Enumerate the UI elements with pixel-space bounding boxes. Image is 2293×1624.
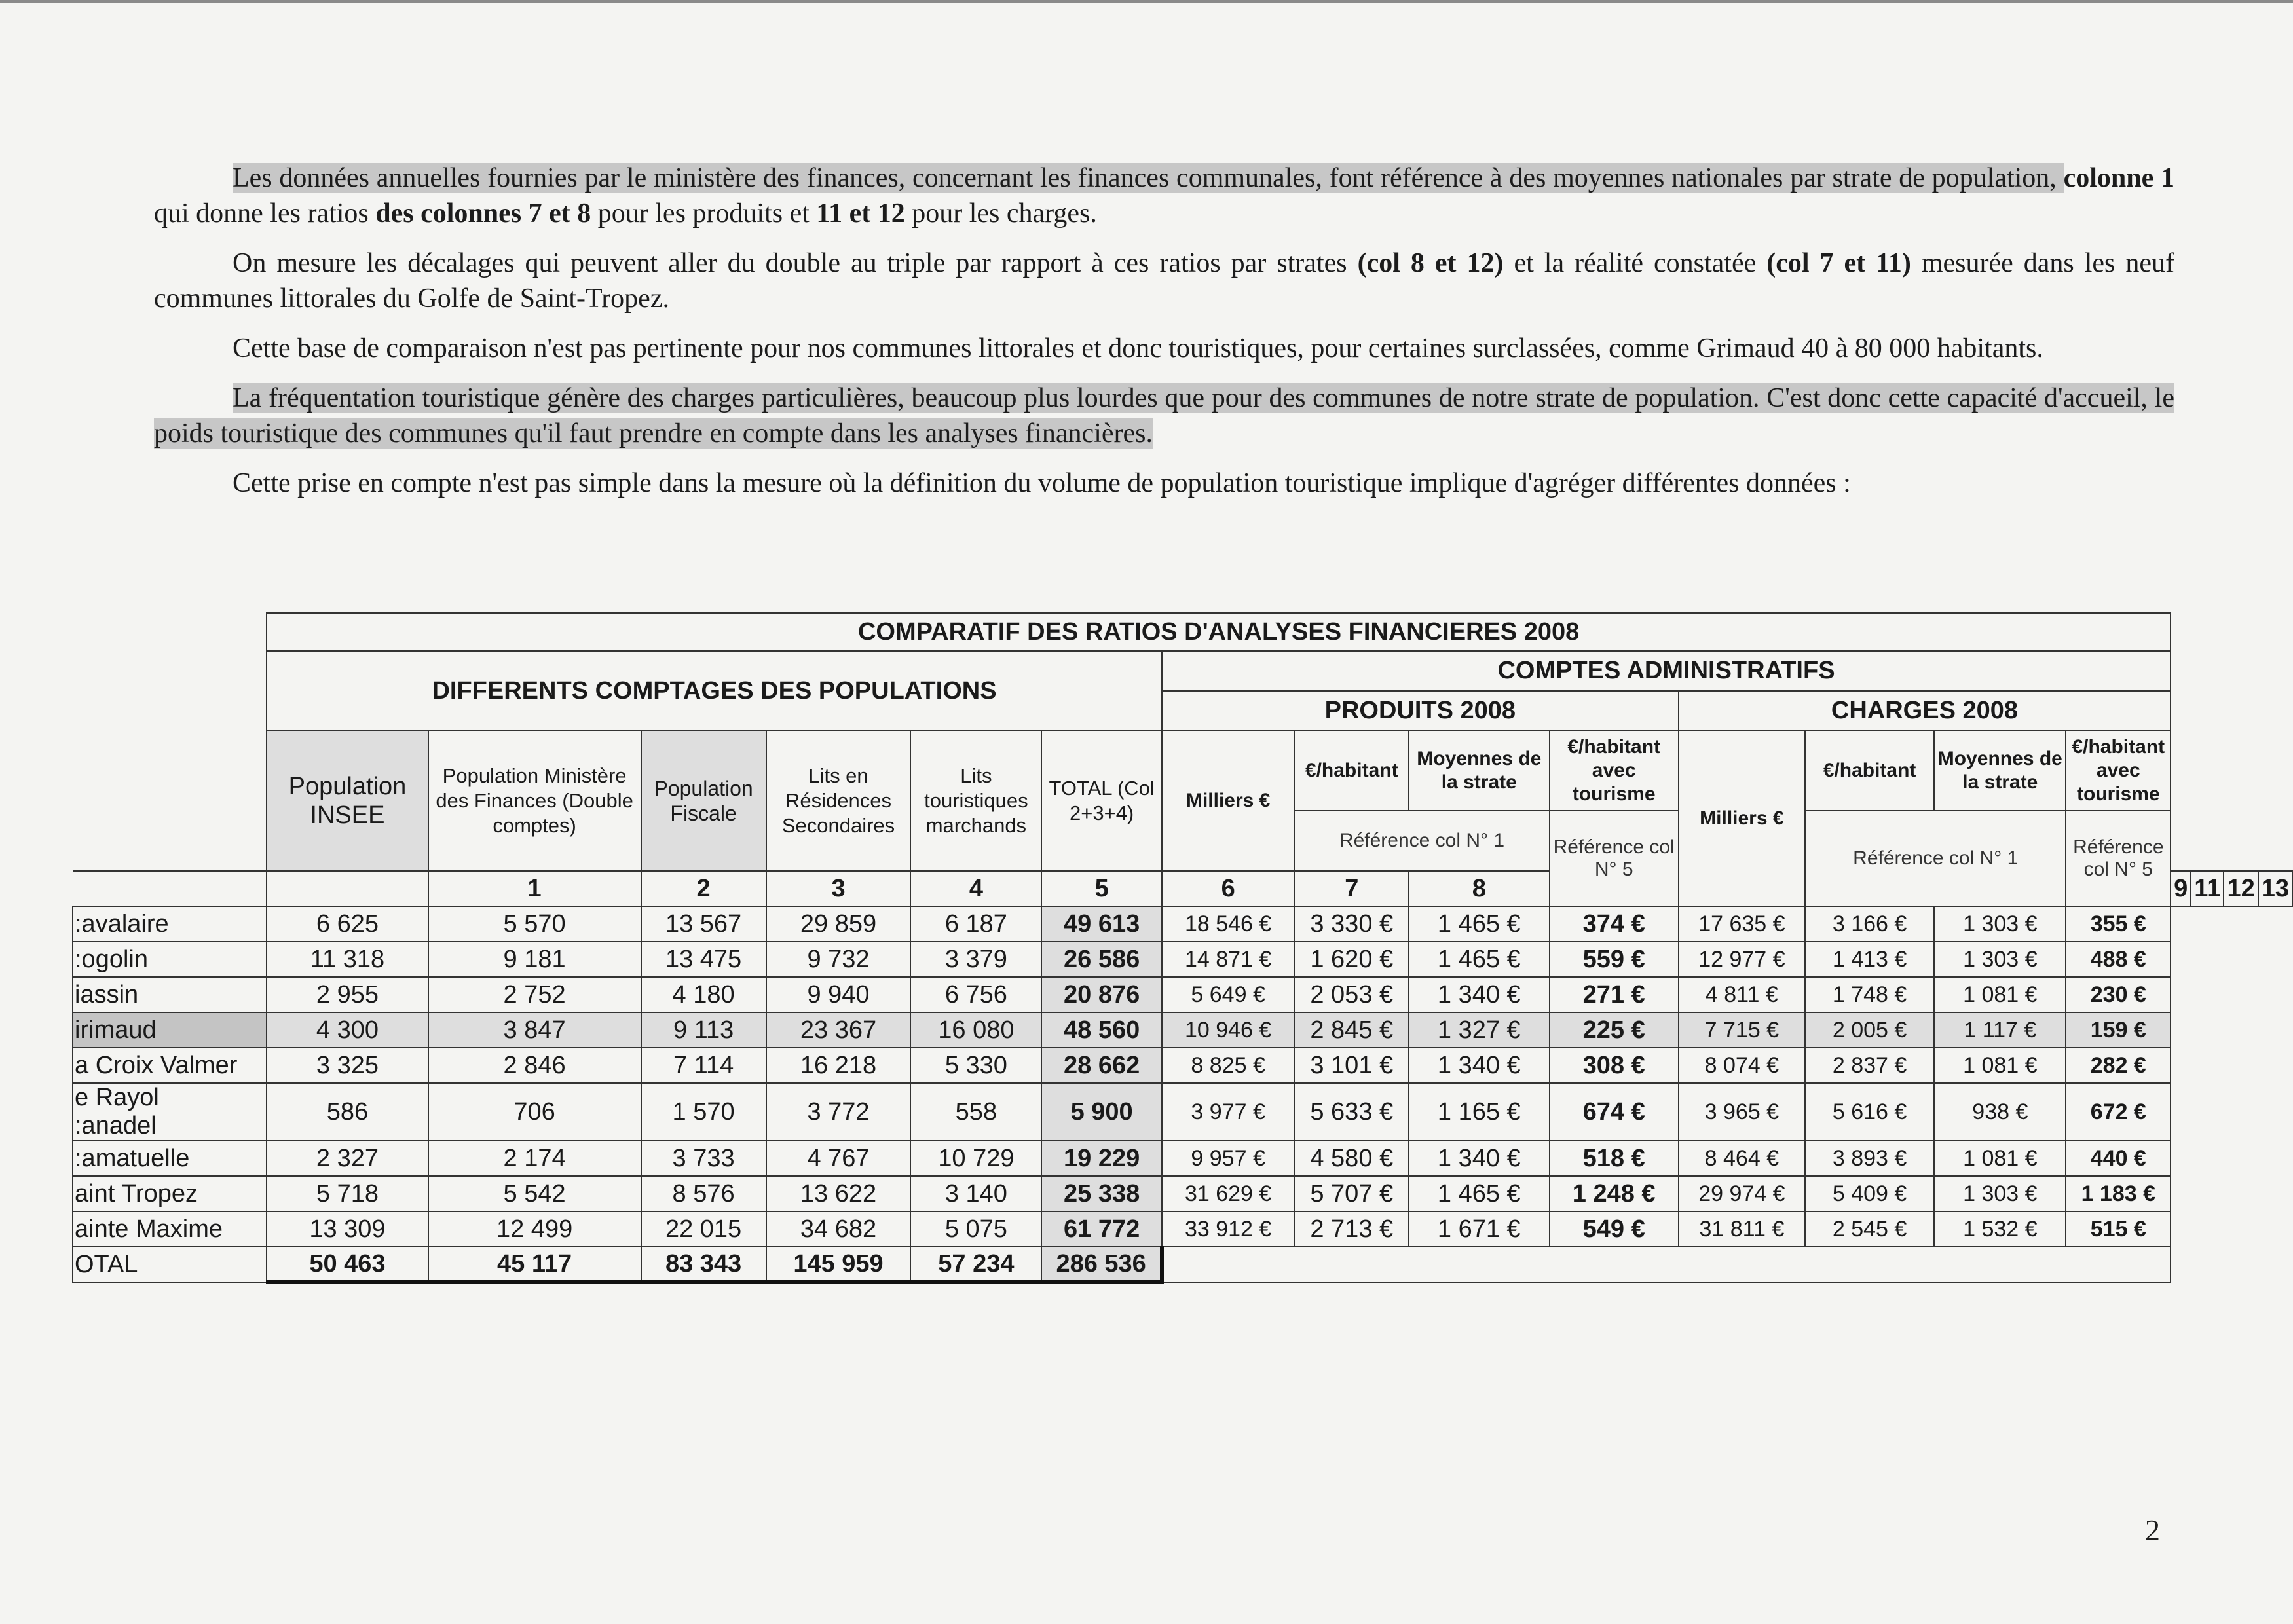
column-number-3: 3 bbox=[766, 871, 911, 906]
table-cell-col-9: 559 € bbox=[1550, 942, 1679, 977]
table-cell-col-10: 17 635 € bbox=[1679, 906, 1805, 942]
table-cell-col-3: 9 732 bbox=[766, 942, 911, 977]
table-cell-col-3: 23 367 bbox=[766, 1012, 911, 1048]
header-milliers-produits: Milliers € bbox=[1162, 731, 1295, 871]
table-cell-col-5: 5 900 bbox=[1041, 1083, 1161, 1141]
total-cell: 45 117 bbox=[428, 1247, 641, 1282]
table-cell-col-10: 8 074 € bbox=[1679, 1048, 1805, 1083]
table-cell-col-4: 6 187 bbox=[910, 906, 1041, 942]
table-cell-col-13: 282 € bbox=[2066, 1048, 2171, 1083]
table-cell-col-insee: 4 300 bbox=[267, 1012, 428, 1048]
commune-name: iassin bbox=[73, 977, 267, 1012]
header-moyennes-strate-produits: Moyennes de la strate bbox=[1409, 731, 1550, 811]
table-cell-col-5: 25 338 bbox=[1041, 1176, 1161, 1211]
table-cell-col-13: 230 € bbox=[2066, 977, 2171, 1012]
paragraph-3 bbox=[154, 331, 2174, 366]
table-row bbox=[73, 906, 2292, 942]
paragraph-1-text-3: pour les produits et bbox=[591, 198, 817, 229]
table-cell-col-3: 4 767 bbox=[766, 1141, 911, 1176]
table-cell-col-1: 5 570 bbox=[428, 906, 641, 942]
table-cell-col-11: 2 005 € bbox=[1805, 1012, 1934, 1048]
table-cell-col-2: 8 576 bbox=[641, 1176, 766, 1211]
table-cell-col-2: 22 015 bbox=[641, 1211, 766, 1247]
table-cell-col-13: 515 € bbox=[2066, 1211, 2171, 1247]
ref-col5-charges: Référence col N° 5 bbox=[2066, 811, 2171, 906]
column-number-blank bbox=[267, 871, 428, 906]
table-cell-col-9: 271 € bbox=[1550, 977, 1679, 1012]
column-number-9: 9 bbox=[2171, 871, 2191, 906]
table-cell-col-7: 3 330 € bbox=[1294, 906, 1409, 942]
table-cell-col-13: 355 € bbox=[2066, 906, 2171, 942]
table-cell-col-insee: 6 625 bbox=[267, 906, 428, 942]
table-cell-col-4: 3 379 bbox=[910, 942, 1041, 977]
table-cell-col-insee: 3 325 bbox=[267, 1048, 428, 1083]
table-cell-col-insee: 13 309 bbox=[267, 1211, 428, 1247]
table-cell-col-6: 10 946 € bbox=[1162, 1012, 1295, 1048]
table-cell-col-4: 5 330 bbox=[910, 1048, 1041, 1083]
table-cell-col-10: 3 965 € bbox=[1679, 1083, 1805, 1141]
total-cell: 57 234 bbox=[910, 1247, 1041, 1282]
table-cell-col-2: 13 475 bbox=[641, 942, 766, 977]
paragraph-2-text: On mesure les décalages qui peuvent aller du double au triple par rapport à ces ratios par strates bbox=[233, 248, 1358, 278]
table-row bbox=[73, 1176, 2292, 1211]
table-cell-col-3: 16 218 bbox=[766, 1048, 911, 1083]
paragraph-5 bbox=[154, 466, 2174, 501]
table-cell-col-8: 1 340 € bbox=[1409, 977, 1550, 1012]
table-cell-col-12: 938 € bbox=[1934, 1083, 2066, 1141]
table-cell-col-7: 5 633 € bbox=[1294, 1083, 1409, 1141]
header-moyennes-strate-charges: Moyennes de la strate bbox=[1934, 731, 2066, 811]
table-cell-col-8: 1 671 € bbox=[1409, 1211, 1550, 1247]
table-cell-col-4: 5 075 bbox=[910, 1211, 1041, 1247]
commune-name: :amatuelle bbox=[73, 1141, 267, 1176]
blank-corner-2 bbox=[73, 651, 267, 691]
table-cell-col-2: 7 114 bbox=[641, 1048, 766, 1083]
table-cell-col-11: 1 413 € bbox=[1805, 942, 1934, 977]
table-cell-col-5: 19 229 bbox=[1041, 1141, 1161, 1176]
section-comptes-administratifs: COMPTES ADMINISTRATIFS bbox=[1162, 651, 2171, 691]
table-cell-col-12: 1 117 € bbox=[1934, 1012, 2066, 1048]
commune-name: irimaud bbox=[73, 1012, 267, 1048]
table-cell-col-5: 61 772 bbox=[1041, 1211, 1161, 1247]
table-cell-col-insee: 5 718 bbox=[267, 1176, 428, 1211]
table-row bbox=[73, 1048, 2292, 1083]
table-cell-col-insee: 2 955 bbox=[267, 977, 428, 1012]
table-cell-col-13: 488 € bbox=[2066, 942, 2171, 977]
page-number: 2 bbox=[2145, 1513, 2160, 1547]
table-cell-col-4: 558 bbox=[910, 1083, 1041, 1141]
column-number-1: 1 bbox=[428, 871, 641, 906]
table-row bbox=[73, 1083, 2292, 1141]
table-cell-col-6: 31 629 € bbox=[1162, 1176, 1295, 1211]
table-cell-col-13: 440 € bbox=[2066, 1141, 2171, 1176]
section-produits: PRODUITS 2008 bbox=[1162, 691, 1679, 731]
header-population-insee: Population INSEE bbox=[267, 731, 428, 871]
table-cell-col-6: 18 546 € bbox=[1162, 906, 1295, 942]
table-cell-col-6: 5 649 € bbox=[1162, 977, 1295, 1012]
commune-name: :ogolin bbox=[73, 942, 267, 977]
table-cell-col-3: 29 859 bbox=[766, 906, 911, 942]
table-row bbox=[73, 1012, 2292, 1048]
section-charges: CHARGES 2008 bbox=[1679, 691, 2171, 731]
table-cell-col-4: 3 140 bbox=[910, 1176, 1041, 1211]
column-number-12: 12 bbox=[2224, 871, 2258, 906]
table-cell-col-1: 2 846 bbox=[428, 1048, 641, 1083]
table-row bbox=[73, 942, 2292, 977]
column-number-8: 8 bbox=[1409, 871, 1550, 906]
table-cell-col-12: 1 532 € bbox=[1934, 1211, 2066, 1247]
table-cell-col-3: 13 622 bbox=[766, 1176, 911, 1211]
table-cell-col-8: 1 327 € bbox=[1409, 1012, 1550, 1048]
table-cell-col-7: 2 713 € bbox=[1294, 1211, 1409, 1247]
total-cell: 50 463 bbox=[267, 1247, 428, 1282]
paragraph-1-bold: colonne 1 bbox=[2063, 163, 2174, 193]
table-row bbox=[73, 1141, 2292, 1176]
total-row-empty bbox=[1162, 1247, 2171, 1282]
paragraph-1-text: Les données annuelles fournies par le ministère des finances, concernant les finances communales, font référence à des moyennes nationales par strate de population, bbox=[233, 163, 2064, 193]
paragraph-5-text: Cette prise en compte n'est pas simple dans la mesure où la définition du volume de population touristique implique d'agréger différentes données : bbox=[233, 468, 1851, 498]
table-cell-col-2: 4 180 bbox=[641, 977, 766, 1012]
table-cell-col-9: 518 € bbox=[1550, 1141, 1679, 1176]
table-cell-col-3: 34 682 bbox=[766, 1211, 911, 1247]
table-cell-col-11: 3 166 € bbox=[1805, 906, 1934, 942]
table-cell-col-2: 3 733 bbox=[641, 1141, 766, 1176]
body-text bbox=[154, 160, 2174, 501]
header-eur-habitant-charges: €/habitant bbox=[1805, 731, 1934, 811]
table-cell-col-6: 3 977 € bbox=[1162, 1083, 1295, 1141]
table-cell-col-9: 549 € bbox=[1550, 1211, 1679, 1247]
commune-name: a Croix Valmer bbox=[73, 1048, 267, 1083]
table-cell-col-13: 1 183 € bbox=[2066, 1176, 2171, 1211]
table-cell-col-1: 3 847 bbox=[428, 1012, 641, 1048]
paragraph-2-text-3: mesurée dans les neuf communes littorales du Golfe de Saint-Tropez. bbox=[154, 248, 2174, 314]
table-cell-col-insee: 2 327 bbox=[267, 1141, 428, 1176]
table-cell-col-1: 2 752 bbox=[428, 977, 641, 1012]
header-eur-habitant-produits: €/habitant bbox=[1294, 731, 1409, 811]
commune-name: e Rayol :anadel bbox=[73, 1083, 267, 1141]
ref-col1-charges: Référence col N° 1 bbox=[1805, 811, 2066, 906]
table-cell-col-10: 8 464 € bbox=[1679, 1141, 1805, 1176]
table-cell-col-7: 3 101 € bbox=[1294, 1048, 1409, 1083]
table-cell-col-11: 5 409 € bbox=[1805, 1176, 1934, 1211]
table-cell-col-10: 31 811 € bbox=[1679, 1211, 1805, 1247]
table-cell-col-12: 1 303 € bbox=[1934, 942, 2066, 977]
table-cell-col-2: 9 113 bbox=[641, 1012, 766, 1048]
paragraph-1 bbox=[154, 160, 2174, 231]
blank-corner-5 bbox=[73, 811, 267, 871]
paragraph-1-bold-3: 11 et 12 bbox=[816, 198, 905, 229]
blank-corner-3 bbox=[73, 691, 267, 731]
table-cell-col-5: 49 613 bbox=[1041, 906, 1161, 942]
table-cell-col-11: 2 545 € bbox=[1805, 1211, 1934, 1247]
column-number-4: 4 bbox=[910, 871, 1041, 906]
header-total: TOTAL (Col 2+3+4) bbox=[1041, 731, 1161, 871]
table-cell-col-4: 6 756 bbox=[910, 977, 1041, 1012]
header-milliers-charges: Milliers € bbox=[1679, 731, 1805, 906]
table-cell-col-13: 672 € bbox=[2066, 1083, 2171, 1141]
table-cell-col-7: 1 620 € bbox=[1294, 942, 1409, 977]
table-cell-col-9: 308 € bbox=[1550, 1048, 1679, 1083]
table-cell-col-4: 16 080 bbox=[910, 1012, 1041, 1048]
table-cell-col-8: 1 165 € bbox=[1409, 1083, 1550, 1141]
table-cell-col-13: 159 € bbox=[2066, 1012, 2171, 1048]
column-number-2: 2 bbox=[641, 871, 766, 906]
header-eur-habitant-tourisme-produits: €/habitant avec tourisme bbox=[1550, 731, 1679, 811]
table-cell-col-1: 2 174 bbox=[428, 1141, 641, 1176]
table-cell-col-3: 9 940 bbox=[766, 977, 911, 1012]
table-cell-col-3: 3 772 bbox=[766, 1083, 911, 1141]
table-cell-col-10: 7 715 € bbox=[1679, 1012, 1805, 1048]
table-cell-col-10: 12 977 € bbox=[1679, 942, 1805, 977]
paragraph-2 bbox=[154, 246, 2174, 316]
table-cell-col-insee: 586 bbox=[267, 1083, 428, 1141]
table-cell-col-7: 5 707 € bbox=[1294, 1176, 1409, 1211]
paragraph-2-bold: (col 8 et 12) bbox=[1357, 248, 1504, 278]
table-cell-col-11: 3 893 € bbox=[1805, 1141, 1934, 1176]
table-cell-col-7: 2 053 € bbox=[1294, 977, 1409, 1012]
table-cell-col-12: 1 081 € bbox=[1934, 1048, 2066, 1083]
table-cell-col-12: 1 081 € bbox=[1934, 977, 2066, 1012]
blank-corner-6 bbox=[73, 871, 267, 906]
column-number-7: 7 bbox=[1294, 871, 1409, 906]
table-body bbox=[73, 906, 2292, 1282]
table-cell-col-2: 1 570 bbox=[641, 1083, 766, 1141]
table-cell-col-1: 9 181 bbox=[428, 942, 641, 977]
header-population-ministere: Population Ministère des Finances (Double comptes) bbox=[428, 731, 641, 871]
table-cell-col-8: 1 465 € bbox=[1409, 906, 1550, 942]
table-cell-col-9: 225 € bbox=[1550, 1012, 1679, 1048]
column-number-11: 11 bbox=[2191, 871, 2224, 906]
column-number-13: 13 bbox=[2258, 871, 2292, 906]
header-lits-residences: Lits en Résidences Secondaires bbox=[766, 731, 911, 871]
column-number-5: 5 bbox=[1041, 871, 1161, 906]
ref-col1-produits: Référence col N° 1 bbox=[1294, 811, 1549, 871]
table-cell-col-6: 33 912 € bbox=[1162, 1211, 1295, 1247]
paragraph-4 bbox=[154, 380, 2174, 451]
table-cell-col-1: 5 542 bbox=[428, 1176, 641, 1211]
financial-ratios-table bbox=[72, 612, 2293, 1284]
ratios-table bbox=[72, 612, 2293, 1284]
paragraph-1-bold-2: des colonnes 7 et 8 bbox=[375, 198, 591, 229]
table-cell-col-5: 48 560 bbox=[1041, 1012, 1161, 1048]
blank-corner-4 bbox=[73, 731, 267, 811]
table-cell-col-11: 5 616 € bbox=[1805, 1083, 1934, 1141]
ref-col5-produits: Référence col N° 5 bbox=[1550, 811, 1679, 906]
table-cell-col-5: 26 586 bbox=[1041, 942, 1161, 977]
blank-corner bbox=[73, 613, 267, 651]
table-cell-col-2: 13 567 bbox=[641, 906, 766, 942]
column-number-6: 6 bbox=[1162, 871, 1295, 906]
header-eur-habitant-tourisme-charges: €/habitant avec tourisme bbox=[2066, 731, 2171, 811]
table-cell-col-1: 706 bbox=[428, 1083, 641, 1141]
paragraph-3-text: Cette base de comparaison n'est pas pertinente pour nos communes littorales et donc touristiques, pour certaines surclassées, comme Grimaud 40 à 80 000 habitants. bbox=[233, 333, 2043, 363]
table-row bbox=[73, 1211, 2292, 1247]
scan-top-edge bbox=[0, 0, 2293, 3]
table-cell-col-10: 4 811 € bbox=[1679, 977, 1805, 1012]
total-cell: 83 343 bbox=[641, 1247, 766, 1282]
header-population-fiscale: Population Fiscale bbox=[641, 731, 766, 871]
table-cell-col-12: 1 081 € bbox=[1934, 1141, 2066, 1176]
table-cell-col-11: 1 748 € bbox=[1805, 977, 1934, 1012]
table-cell-col-9: 374 € bbox=[1550, 906, 1679, 942]
table-cell-col-7: 2 845 € bbox=[1294, 1012, 1409, 1048]
paragraph-4-text: La fréquentation touristique génère des charges particulières, beaucoup plus lourdes que pour des communes de notre strate de population. C'est donc cette capacité d'accueil, le poids touristique des communes qu'il faut prendre en compte dans les analyses financières. bbox=[154, 383, 2174, 449]
total-cell: 286 536 bbox=[1041, 1247, 1161, 1282]
table-cell-col-6: 14 871 € bbox=[1162, 942, 1295, 977]
table-cell-col-6: 8 825 € bbox=[1162, 1048, 1295, 1083]
header-lits-touristiques: Lits touristiques marchands bbox=[910, 731, 1041, 871]
table-cell-col-12: 1 303 € bbox=[1934, 906, 2066, 942]
paragraph-2-bold-2: (col 7 et 11) bbox=[1766, 248, 1911, 278]
table-cell-col-7: 4 580 € bbox=[1294, 1141, 1409, 1176]
total-label: OTAL bbox=[73, 1247, 267, 1282]
table-cell-col-9: 674 € bbox=[1550, 1083, 1679, 1141]
table-cell-col-10: 29 974 € bbox=[1679, 1176, 1805, 1211]
commune-name: :avalaire bbox=[73, 906, 267, 942]
table-cell-col-5: 28 662 bbox=[1041, 1048, 1161, 1083]
table-title: COMPARATIF DES RATIOS D'ANALYSES FINANCIERES 2008 bbox=[267, 613, 2171, 651]
paragraph-2-text-2: et la réalité constatée bbox=[1503, 248, 1767, 278]
total-row bbox=[73, 1247, 2292, 1282]
table-cell-col-11: 2 837 € bbox=[1805, 1048, 1934, 1083]
table-cell-col-1: 12 499 bbox=[428, 1211, 641, 1247]
table-cell-col-6: 9 957 € bbox=[1162, 1141, 1295, 1176]
paragraph-1-text-4: pour les charges. bbox=[904, 198, 1097, 229]
commune-name: ainte Maxime bbox=[73, 1211, 267, 1247]
table-cell-col-12: 1 303 € bbox=[1934, 1176, 2066, 1211]
table-cell-col-9: 1 248 € bbox=[1550, 1176, 1679, 1211]
table-cell-col-8: 1 465 € bbox=[1409, 1176, 1550, 1211]
table-cell-col-8: 1 465 € bbox=[1409, 942, 1550, 977]
commune-name: aint Tropez bbox=[73, 1176, 267, 1211]
table-cell-col-4: 10 729 bbox=[910, 1141, 1041, 1176]
table-cell-col-insee: 11 318 bbox=[267, 942, 428, 977]
table-row bbox=[73, 977, 2292, 1012]
total-cell: 145 959 bbox=[766, 1247, 911, 1282]
table-cell-col-5: 20 876 bbox=[1041, 977, 1161, 1012]
section-populations: DIFFERENTS COMPTAGES DES POPULATIONS bbox=[267, 651, 1162, 731]
table-cell-col-8: 1 340 € bbox=[1409, 1141, 1550, 1176]
table-cell-col-8: 1 340 € bbox=[1409, 1048, 1550, 1083]
paragraph-1-text-2: qui donne les ratios bbox=[154, 198, 376, 229]
